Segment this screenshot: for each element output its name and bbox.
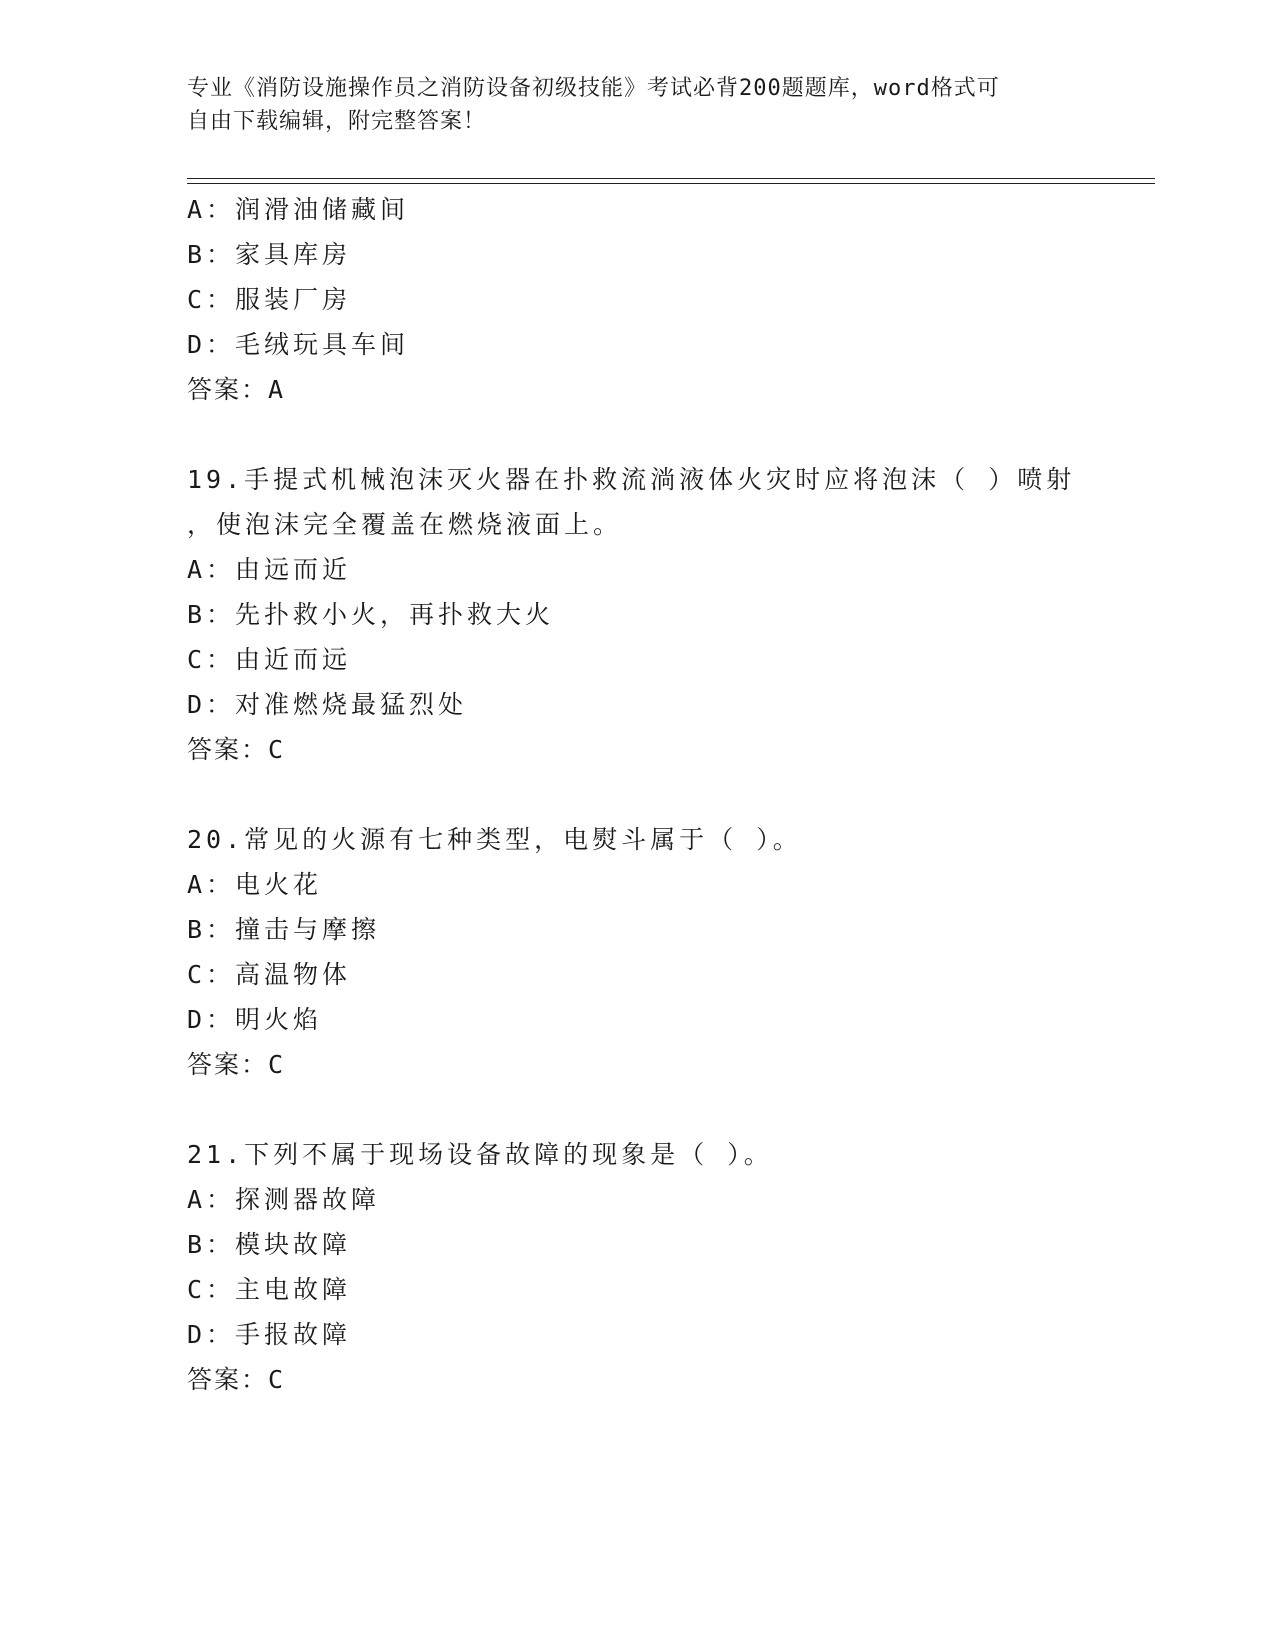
- header-divider-top: [187, 178, 1155, 179]
- q19-option-d: D：对准燃烧最猛烈处: [187, 690, 468, 719]
- q21-option-a: A：探测器故障: [187, 1185, 381, 1214]
- q21-option-b: B：模块故障: [187, 1230, 352, 1259]
- q18-option-d: D：毛绒玩具车间: [187, 330, 410, 359]
- q19-option-b: B：先扑救小火，再扑救大火: [187, 600, 555, 629]
- q20-question: 20.常见的火源有七种类型，电熨斗属于（ ）。: [187, 825, 802, 854]
- q21-answer: 答案：C: [187, 1365, 286, 1394]
- q19-question-line-2: ，使泡沫完全覆盖在燃烧液面上。: [187, 510, 623, 539]
- q19-answer: 答案：C: [187, 735, 286, 764]
- document-header: [187, 72, 1087, 138]
- q19-question-line-1: 19.手提式机械泡沫灭火器在扑救流淌液体火灾时应将泡沫（ ）喷射: [187, 465, 1076, 494]
- q18-option-b: B：家具库房: [187, 240, 352, 269]
- q20-option-c: C：高温物体: [187, 960, 352, 989]
- header-divider-bottom: [187, 183, 1155, 184]
- q19-option-a: A：由远而近: [187, 555, 352, 584]
- q20-answer: 答案：C: [187, 1050, 286, 1079]
- q19-option-c: C：由近而远: [187, 645, 352, 674]
- q18-option-c: C：服装厂房: [187, 285, 352, 314]
- header-line-1: 专业《消防设施操作员之消防设备初级技能》考试必背200题题库，word格式可: [187, 76, 1000, 101]
- header-line-2: 自由下载编辑，附完整答案！: [187, 109, 487, 134]
- q20-option-b: B：撞击与摩擦: [187, 915, 381, 944]
- q21-option-c: C：主电故障: [187, 1275, 352, 1304]
- q20-option-a: A：电火花: [187, 870, 323, 899]
- q20-option-d: D：明火焰: [187, 1005, 323, 1034]
- q18-option-a: A：润滑油储藏间: [187, 195, 410, 224]
- q21-option-d: D：手报故障: [187, 1320, 352, 1349]
- q18-answer: 答案：A: [187, 375, 286, 404]
- q21-question: 21.下列不属于现场设备故障的现象是（ ）。: [187, 1140, 773, 1169]
